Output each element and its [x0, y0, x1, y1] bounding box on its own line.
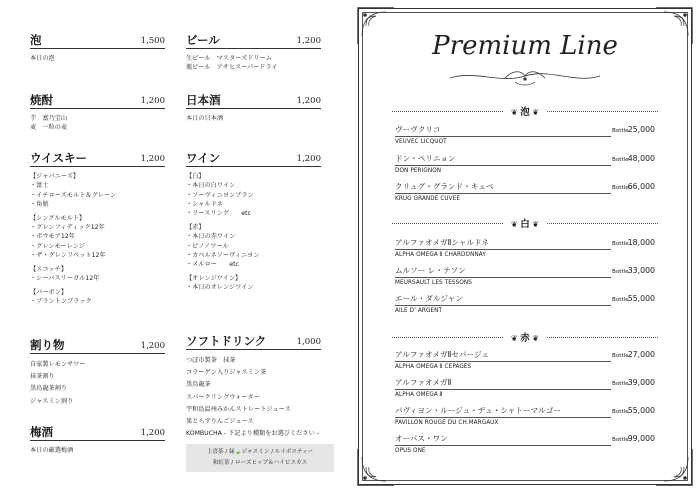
menu-item: 生ビール マスターズドリーム	[186, 55, 272, 62]
menu-item: コラーゲン入りジャスミン茶	[186, 369, 267, 377]
wine-price: 66,000	[627, 182, 655, 191]
section-soft	[186, 334, 321, 472]
wine-name: アルファオメガⅡセパージュ	[395, 350, 490, 359]
group-label: 赤	[520, 333, 530, 344]
menu-item: 宇和島温州みかんストレートジュース	[186, 405, 291, 413]
menu-item: 【赤】	[186, 223, 205, 231]
menu-item: ・本日のオレンジワイン	[186, 284, 254, 292]
section-title: ビール	[186, 33, 220, 47]
wine-row	[395, 125, 655, 149]
wine-name-en: OPUS ONE	[395, 448, 426, 454]
wine-name-en: AILE D’ ARGENT	[395, 308, 443, 314]
section-price: 1,500	[140, 36, 165, 46]
menu-item: 【白】	[186, 173, 205, 180]
wine-name: アルファオメガⅡ	[395, 378, 452, 387]
menu-item: 芋 富乃宝山	[30, 115, 68, 122]
wine-price: 33,000	[627, 266, 655, 275]
wine-price: 55,000	[627, 294, 655, 303]
section-beer	[186, 33, 321, 73]
bottle-label: Bottle	[612, 437, 629, 443]
bottle-label: Bottle	[612, 353, 629, 359]
menu-item: 果とらずりんごジュース	[186, 418, 254, 426]
wine-name-en: MEURSAULT LES TESSONS	[395, 280, 472, 286]
section-shochu	[30, 93, 165, 133]
menu-item: 【シングルモルト】	[30, 214, 86, 222]
group-label: 泡	[520, 107, 530, 118]
section-wari	[30, 338, 165, 408]
section-title: ソフトドリンク	[186, 334, 267, 348]
group-divider-awa: ❦ 泡 ❦	[392, 104, 658, 118]
section-title: ワイン	[186, 151, 221, 165]
bottle-label: Bottle	[612, 128, 629, 134]
section-title: 日本酒	[186, 93, 221, 107]
menu-item: 【オレンジワイン】	[186, 274, 242, 282]
flourish-ornament-icon	[445, 66, 605, 88]
bottle-label: Bottle	[612, 409, 629, 415]
menu-item: ・ソーヴィニヨンブラン	[186, 191, 254, 199]
wine-price: 18,000	[627, 238, 655, 247]
section-price: 1,200	[296, 36, 321, 46]
bottle-label: Bottle	[612, 381, 629, 387]
menu-item: 本日の日本酒	[186, 115, 224, 122]
menu-item: ・本日の白ワイン	[186, 182, 236, 190]
wine-name-en: KRUG GRANDE CUVEE	[395, 196, 461, 202]
wine-name: オーパス・ワン	[395, 434, 448, 443]
menu-item: 麦 一粒の麦	[30, 124, 68, 132]
section-wine	[186, 151, 321, 293]
bottle-label: Bottle	[612, 241, 629, 247]
menu-item: 黒烏龍茶	[186, 381, 211, 389]
wine-name: ムルソー レ・テソン	[395, 266, 466, 275]
wine-name-en: VEUVEC LICQUOT	[395, 139, 447, 145]
wine-row	[395, 434, 655, 458]
menu-item: ・カベルネソーヴィニヨン	[186, 251, 260, 259]
menu-item: つぼ市製茶 抹茶	[186, 357, 236, 364]
menu-item: ・ブラントンブラック	[30, 298, 92, 306]
section-price: 1,200	[296, 96, 321, 106]
menu-item: ・ザ・グレンリベット12年	[30, 251, 106, 259]
menu-item: 自家製レモンサワー	[30, 361, 86, 368]
wine-name-en: ALPHA OMEGA Ⅱ CEPAGES	[395, 364, 472, 370]
menu-item: 抹茶割り	[30, 373, 55, 381]
wine-row	[395, 182, 655, 206]
wine-row	[395, 406, 655, 430]
menu-item: ・リースリング etc	[186, 210, 251, 218]
menu-item: 本日の泡	[30, 55, 55, 62]
wine-row	[395, 350, 655, 374]
wine-price: 55,000	[627, 406, 655, 415]
menu-item: 【スコッチ】	[30, 265, 68, 273]
section-umeshu	[30, 425, 165, 455]
corner-ornament-icon	[654, 447, 694, 487]
menu-item: 瓶ビール アサヒスーパードライ	[186, 64, 278, 72]
section-price: 1,200	[140, 341, 165, 351]
section-title: 梅酒	[30, 425, 53, 439]
wine-name-en: ALPHA OMEGA Ⅱ	[395, 392, 443, 398]
wine-price: 25,000	[627, 125, 655, 134]
menu-item: 【ジャパニーズ】	[30, 173, 80, 180]
section-title: 泡	[30, 33, 42, 47]
wine-name-en: ALPHA OMEGA Ⅱ CHARDONNAY	[395, 252, 486, 258]
menu-item: 【バーボン】	[30, 288, 68, 296]
menu-item: KOMBUCHA - 下記より種類をお選びください -	[186, 430, 319, 438]
menu-item: 黒烏龍茶割り	[30, 385, 68, 393]
wine-name: ドン・ペリニョン	[395, 154, 456, 163]
bottle-label: Bottle	[612, 269, 629, 275]
group-label: 白	[520, 219, 530, 230]
menu-item: スパークリングウォーター	[186, 393, 260, 401]
bottle-label: Bottle	[612, 185, 629, 191]
section-awa	[30, 33, 165, 63]
section-whisky	[30, 151, 165, 306]
section-title: 焼酎	[30, 93, 53, 107]
wine-row	[395, 378, 655, 402]
menu-item: ・シャルドネ	[186, 200, 223, 208]
section-title: ウイスキー	[30, 151, 88, 165]
wine-name: アルファオメガⅡシャルドネ	[395, 238, 490, 247]
page-title: Premium Line	[432, 31, 618, 61]
section-price: 1,200	[140, 96, 165, 106]
wine-row	[395, 294, 655, 318]
menu-item: ・グレンフィディック12年	[30, 223, 105, 231]
menu-item: ・角瓶	[30, 200, 49, 208]
menu-item: ・シーバスリーガル12年	[30, 274, 100, 282]
section-price: 1,000	[296, 337, 321, 347]
premium-line-panel	[350, 0, 700, 493]
section-sake	[186, 93, 321, 123]
kombucha-options: 和紅茶 / ローズヒップ＆ハイビスカス	[212, 460, 308, 467]
wine-row	[395, 154, 655, 178]
wine-price: 99,000	[627, 434, 655, 443]
section-price: 1,200	[140, 154, 165, 164]
kombucha-options-box	[186, 444, 334, 472]
bottle-label: Bottle	[612, 297, 629, 303]
group-divider-aka: ❦ 赤 ❦	[392, 330, 658, 344]
menu-item: ・富士	[30, 182, 49, 190]
wine-name: エール・ダルジャン	[395, 294, 463, 303]
wine-name: クリュグ・グランド・キュベ	[395, 182, 494, 191]
menu-item: ・メルロー etc	[186, 261, 239, 269]
wine-row	[395, 238, 655, 262]
kombucha-options: 上喜茶 / 緑🍃ジャスミン / ルイボスティー	[206, 449, 314, 456]
menu-item: ・グレンモーレンジ	[30, 242, 85, 250]
wine-price: 27,000	[627, 350, 655, 359]
corner-ornament-icon	[356, 447, 396, 487]
wine-price: 48,000	[627, 154, 655, 163]
wine-name: ヴーヴクリコ	[395, 125, 441, 134]
menu-item: ・イチローズモルト＆グレーン	[30, 191, 117, 199]
wine-price: 39,000	[627, 378, 655, 387]
wine-name-en: PAVILLON ROUGE DU CH.MARGAUX	[395, 420, 499, 426]
wine-name-en: DON PERIGNON	[395, 168, 442, 174]
menu-item: ジャスミン割り	[30, 397, 74, 405]
menu-item: ・ピノノワール	[186, 242, 229, 250]
menu-item: ・ボウモア12年	[30, 233, 75, 241]
section-price: 1,200	[140, 428, 165, 438]
group-divider-shiro: ❦ 白 ❦	[392, 216, 658, 230]
menu-item: ・本日の赤ワイン	[186, 233, 236, 241]
section-price: 1,200	[296, 154, 321, 164]
menu-item: 本日の厳選梅酒	[30, 447, 74, 454]
bottle-label: Bottle	[612, 157, 629, 163]
section-title: 割り物	[30, 338, 65, 352]
wine-row	[395, 266, 655, 290]
wine-name: パヴィヨン・ルージュ・デュ・シャトーマルゴー	[395, 406, 561, 415]
